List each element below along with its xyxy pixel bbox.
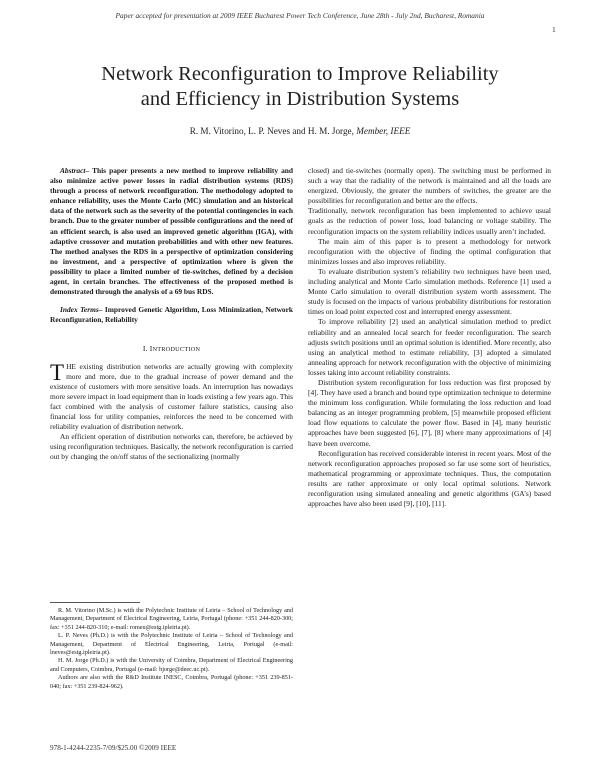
right-paragraph-5: Distribution system reconfiguration for loss reduction was first proposed by [4]. They have used a branch and bound type optimization technique to determine the minimum loss configuration. While formulating the loss reduction and load balancing as an integer programming problem, [5] meanwhile proposed efficient load flow equations to calculate the power flow. Based in [4], many heuristic approaches have been suggested [6], [7], [8] where many approximations of [4] have been overcome. <box>308 377 551 448</box>
abstract-dash: – <box>85 166 93 175</box>
footnote-author-3: H. M. Jorge (Ph.D.) is with the University of Coimbra, Department of Electrical Engineering and Computers, Coimbra, Portugal (e-mail: hjorge@deec.uc.pt). <box>50 657 293 673</box>
abstract-text: This paper presents a new method to improve reliability and also minimize active power losses in radial distribution systems (RDS) through a process of network reconfiguration. The methodology adopted to enhance reliability, uses the Monte Carlo (MC) simulation and an historical data of the network such as the severity of the potential contingencies in each branch. Due to the greater number of possible configurations and the need of an efficient search, is also used an improved genetic algorithm (IGA), with adaptive crossover and mutation probabilities and with other new features. The method analyses the RDS in a perspective of optimization considering no investment, and a perspective of optimization where is given the possibility to place a limited number of tie-switches, defined by a decision agent, in certain branches. The effectiveness of the proposed method is demonstrated through the analysis of a 69 bus RDS. <box>50 166 293 297</box>
left-column <box>50 166 293 462</box>
right-paragraph-3: To evaluate distribution system’s reliability two techniques have been used, including analytical and Monte Carlo simulation methods. Reference [1] used a Monte Carlo simulation to overall distribution system worth assessment. The study is focused on the impacts of various probability distributions for restoration times on load point expected cost and interrupted energy assessment. <box>308 266 551 317</box>
section-heading-introduction <box>50 344 293 355</box>
index-terms-dash: – <box>98 305 105 315</box>
footnote-author-1: R. M. Vitorino (M.Sc.) is with the Polytechnic Institute of Leiria – School of Technology and Management, Department of Electrical Engineering, Leiria, Portugal (phone: +351 244-820-300; fax: +351 244-820-310; e-mail: romeu@estg.ipleiria.pt). <box>50 607 293 631</box>
conference-header: Paper accepted for presentation at 2009 IEEE Bucharest Power Tech Conference, June 28th - July 2nd, Bucharest, Romania <box>115 11 485 20</box>
right-paragraph-0: closed) and tie-switches (normally open). The switching must be performed in such a way that the radiality of the network is maintained and all the loads are energized. Obviously, the greater the numbers of switches, the greater are the possibilities for reconfiguration and better are the effects. <box>308 166 551 206</box>
abstract <box>50 166 293 297</box>
drop-cap: T <box>50 359 65 385</box>
footnote-author-2: L. P. Neves (Ph.D.) is with the Polytechnic Institute of Leiria – School of Technology and Management, Department of Electrical Engineering, Leiria, Portugal (e-mail: lneves@estg.ipleiria.pt). <box>50 632 293 657</box>
index-terms <box>50 305 293 325</box>
intro-paragraph-2: An efficient operation of distribution networks can, therefore, be achieved by using reconfiguration techniques. Basically, the network reconfiguration is carried out by changing the on/off status of the sectionalizing (normally <box>50 432 293 462</box>
footnotes <box>50 607 293 691</box>
authors-names: R. M. Vitorino, L. P. Neves and H. M. Jorge, <box>189 126 357 136</box>
right-paragraph-2: The main aim of this paper is to present a methodology for network reconfiguration with the objective of finding the optimal configuration that minimizes losses and also improves reliability. <box>308 236 551 266</box>
title-line-2: and Efficiency in Distribution Systems <box>140 88 460 110</box>
index-terms-text: Improved Genetic Algorithm, Loss Minimization, Network Reconfiguration, Reliability <box>50 305 294 325</box>
section-first-letter: I <box>149 344 153 354</box>
authors-member-suffix: Member, IEEE <box>356 126 411 136</box>
title-line-1: Network Reconfiguration to Improve Reliability <box>101 63 499 85</box>
intro-paragraph-1 <box>50 359 293 433</box>
right-column <box>308 166 551 509</box>
right-paragraph-4: To improve reliability [2] used an analytical simulation method to predict reliability and an annealed local search for feeder reconfiguration. The search adjusts switch positions until an optimal solution is identified. More recently, also using an analytical method to estimate reliability, [3] adopted a simulated annealing approach for network reconfiguration with the objective of minimizing losses taking into account reliability constraints. <box>308 317 551 377</box>
paper-title <box>40 62 560 112</box>
right-paragraph-6: Reconfiguration has received considerable interest in recent years. Most of the network reconfiguration approaches proposed so far use some sort of heuristics, mathematical programming or approximate techniques. Thus, the computation results are rather approximate or only local optimal solutions. Network reconfiguration using simulated annealing and genetic algorithms (GA’s) based approaches have also been used [9], [10], [11]. <box>308 448 551 509</box>
intro-p1-text: HE existing distribution networks are actually growing with complexity more and more, due to the gradual increase of power demand and the existence of customers with more sensitive loads. An interruption has nowadays more severe impact in load equipment than in loads existing a few years ago. This fact combined with the analysis of customer failure statistics, causing also financial loss for utility companies, reinforces the need to be concerned with reliability evaluation of distribution network. <box>50 361 293 432</box>
section-title-rest: NTRODUCTION <box>152 346 201 354</box>
footnote-affiliation: Authors are also with the R&D Institute INESC, Coimbra, Portugal (phone: +351 239-851-040; fax: +351 239-824-962). <box>50 674 293 690</box>
footnote-rule <box>50 602 140 603</box>
index-terms-lead: Index Terms <box>60 305 99 315</box>
section-numeral: I. <box>142 344 150 354</box>
right-paragraph-1: Traditionally, network reconfiguration has been implemented to achieve usual goals as the reduction of power loss, load balancing or voltage stability. The reconfiguration impacts on the system reliability indices usually aren’t included. <box>308 206 551 236</box>
abstract-lead: Abstract <box>60 166 86 175</box>
page-number: 1 <box>552 25 556 34</box>
authors-line <box>40 126 560 136</box>
isbn-footer: 978-1-4244-2235-7/09/$25.00 ©2009 IEEE <box>50 744 177 752</box>
